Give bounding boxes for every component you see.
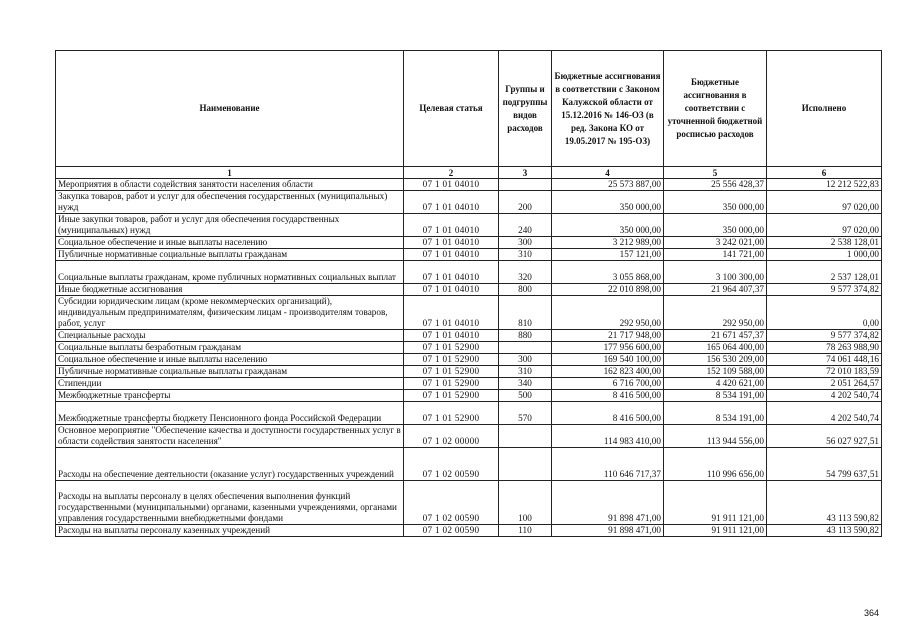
row-executed: 78 263 988,90 <box>767 342 882 354</box>
row-target-code: 07 1 01 52900 <box>404 354 499 366</box>
table-row <box>56 402 882 425</box>
row-executed: 2 051 264,57 <box>767 378 882 390</box>
header-name: Наименование <box>56 51 404 167</box>
row-budget-schedule: 152 109 588,00 <box>664 366 767 378</box>
row-group: 110 <box>499 525 552 537</box>
row-target-code: 07 1 02 00590 <box>404 481 499 525</box>
row-executed: 97 020,00 <box>767 214 882 237</box>
header-budget-schedule: Бюджетные ассигнования в соответствии с уточненной бюджетной росписью расходов <box>664 51 767 167</box>
row-name: Социальные выплаты гражданам, кроме публичных нормативных социальных выплат <box>56 261 404 284</box>
table-row <box>56 425 882 448</box>
row-name: Специальные расходы <box>56 330 404 342</box>
row-name: Расходы на обеспечение деятельности (оказание услуг) государственных учреждений <box>56 448 404 481</box>
row-budget-schedule: 110 996 656,00 <box>664 448 767 481</box>
row-name: Субсидии юридическим лицам (кроме некоммерческих организаций), индивидуальным предпринимателям, физическим лицам - производителям товаров, работ, услуг <box>56 296 404 330</box>
table-row <box>56 366 882 378</box>
row-budget-schedule: 141 721,00 <box>664 249 767 261</box>
row-budget-law: 22 010 898,00 <box>552 284 664 296</box>
row-executed: 2 538 128,01 <box>767 237 882 249</box>
row-group: 100 <box>499 481 552 525</box>
table-row <box>56 179 882 191</box>
row-target-code: 07 1 01 04010 <box>404 330 499 342</box>
table-row <box>56 330 882 342</box>
row-budget-schedule: 91 911 121,00 <box>664 525 767 537</box>
col-number: 6 <box>767 167 882 179</box>
row-executed: 56 027 927,51 <box>767 425 882 448</box>
row-budget-law: 3 212 989,00 <box>552 237 664 249</box>
row-target-code: 07 1 01 52900 <box>404 378 499 390</box>
row-budget-law: 162 823 400,00 <box>552 366 664 378</box>
row-budget-schedule: 21 964 407,37 <box>664 284 767 296</box>
row-target-code: 07 1 01 04010 <box>404 296 499 330</box>
row-budget-law: 350 000,00 <box>552 191 664 214</box>
table-row <box>56 249 882 261</box>
row-name: Публичные нормативные социальные выплаты гражданам <box>56 366 404 378</box>
row-group: 300 <box>499 354 552 366</box>
row-budget-law: 8 416 500,00 <box>552 390 664 402</box>
row-budget-law: 25 573 887,00 <box>552 179 664 191</box>
col-number: 3 <box>499 167 552 179</box>
col-number: 1 <box>56 167 404 179</box>
row-group: 310 <box>499 366 552 378</box>
row-target-code: 07 1 02 00590 <box>404 525 499 537</box>
row-name: Межбюджетные трансферты бюджету Пенсионного фонда Российской Федерации <box>56 402 404 425</box>
table-row <box>56 525 882 537</box>
table-row <box>56 296 882 330</box>
row-group: 340 <box>499 378 552 390</box>
row-name: Расходы на выплаты персоналу казенных учреждений <box>56 525 404 537</box>
row-executed: 43 113 590,82 <box>767 525 882 537</box>
row-target-code: 07 1 01 04010 <box>404 284 499 296</box>
row-executed: 12 212 522,83 <box>767 179 882 191</box>
row-group: 320 <box>499 261 552 284</box>
row-group <box>499 425 552 448</box>
row-target-code: 07 1 01 52900 <box>404 390 499 402</box>
row-budget-schedule: 113 944 556,00 <box>664 425 767 448</box>
budget-table <box>55 50 882 537</box>
table-row <box>56 214 882 237</box>
row-target-code: 07 1 02 00590 <box>404 448 499 481</box>
row-target-code: 07 1 01 52900 <box>404 366 499 378</box>
table-row <box>56 342 882 354</box>
row-budget-schedule: 350 000,00 <box>664 214 767 237</box>
row-budget-law: 3 055 868,00 <box>552 261 664 284</box>
table-row <box>56 354 882 366</box>
row-group <box>499 342 552 354</box>
row-budget-law: 157 121,00 <box>552 249 664 261</box>
row-name: Социальное обеспечение и иные выплаты населению <box>56 237 404 249</box>
row-target-code: 07 1 01 52900 <box>404 342 499 354</box>
row-budget-schedule: 350 000,00 <box>664 191 767 214</box>
row-budget-law: 21 717 948,00 <box>552 330 664 342</box>
row-name: Иные бюджетные ассигнования <box>56 284 404 296</box>
row-group: 300 <box>499 237 552 249</box>
row-budget-schedule: 91 911 121,00 <box>664 481 767 525</box>
row-budget-schedule: 4 420 621,00 <box>664 378 767 390</box>
row-name: Стипендии <box>56 378 404 390</box>
row-group: 810 <box>499 296 552 330</box>
row-executed: 54 799 637,51 <box>767 448 882 481</box>
row-group: 240 <box>499 214 552 237</box>
header-budget-law: Бюджетные ассигнования в соответствии с Законом Калужской области от 15.12.2016 № 146-ОЗ (в ред. Закона КО от 19.05.2017 № 195-ОЗ) <box>552 51 664 167</box>
table-row <box>56 284 882 296</box>
row-executed: 43 113 590,82 <box>767 481 882 525</box>
row-executed: 9 577 374,82 <box>767 330 882 342</box>
table-row <box>56 448 882 481</box>
row-budget-schedule: 3 100 300,00 <box>664 261 767 284</box>
row-group: 570 <box>499 402 552 425</box>
row-name: Социальные выплаты безработным гражданам <box>56 342 404 354</box>
table-row <box>56 390 882 402</box>
header-executed: Исполнено <box>767 51 882 167</box>
row-executed: 0,00 <box>767 296 882 330</box>
row-target-code: 07 1 01 04010 <box>404 261 499 284</box>
page-number: 364 <box>863 608 879 618</box>
row-executed: 2 537 128,01 <box>767 261 882 284</box>
row-group <box>499 448 552 481</box>
row-budget-schedule: 8 534 191,00 <box>664 402 767 425</box>
row-budget-law: 6 716 700,00 <box>552 378 664 390</box>
header-target: Целевая статья <box>404 51 499 167</box>
row-group: 880 <box>499 330 552 342</box>
row-target-code: 07 1 02 00000 <box>404 425 499 448</box>
row-name: Публичные нормативные социальные выплаты гражданам <box>56 249 404 261</box>
row-executed: 1 000,00 <box>767 249 882 261</box>
row-target-code: 07 1 01 04010 <box>404 191 499 214</box>
row-executed: 9 577 374,82 <box>767 284 882 296</box>
row-budget-law: 91 898 471,00 <box>552 481 664 525</box>
row-budget-law: 91 898 471,00 <box>552 525 664 537</box>
header-groups: Группы и подгруппы видов расходов <box>499 51 552 167</box>
table-row <box>56 191 882 214</box>
table-row <box>56 378 882 390</box>
col-number: 5 <box>664 167 767 179</box>
row-name: Закупка товаров, работ и услуг для обеспечения государственных (муниципальных) нужд <box>56 191 404 214</box>
row-group: 500 <box>499 390 552 402</box>
table-row <box>56 237 882 249</box>
col-number: 4 <box>552 167 664 179</box>
row-name: Иные закупки товаров, работ и услуг для обеспечения государственных (муниципальных) нужд <box>56 214 404 237</box>
col-number: 2 <box>404 167 499 179</box>
row-budget-schedule: 156 530 209,00 <box>664 354 767 366</box>
row-budget-law: 292 950,00 <box>552 296 664 330</box>
table-row <box>56 261 882 284</box>
row-executed: 4 202 540,74 <box>767 402 882 425</box>
row-executed: 72 010 183,59 <box>767 366 882 378</box>
row-target-code: 07 1 01 04010 <box>404 237 499 249</box>
row-executed: 74 061 448,16 <box>767 354 882 366</box>
row-target-code: 07 1 01 04010 <box>404 249 499 261</box>
row-budget-schedule: 25 556 428,37 <box>664 179 767 191</box>
row-name: Мероприятия в области содействия занятости населения области <box>56 179 404 191</box>
row-budget-schedule: 165 064 400,00 <box>664 342 767 354</box>
row-budget-law: 169 540 100,00 <box>552 354 664 366</box>
row-name: Межбюджетные трансферты <box>56 390 404 402</box>
table-row <box>56 481 882 525</box>
row-group: 200 <box>499 191 552 214</box>
row-budget-law: 350 000,00 <box>552 214 664 237</box>
row-executed: 97 020,00 <box>767 191 882 214</box>
row-budget-schedule: 8 534 191,00 <box>664 390 767 402</box>
row-name: Социальное обеспечение и иные выплаты населению <box>56 354 404 366</box>
row-budget-law: 110 646 717,37 <box>552 448 664 481</box>
row-executed: 4 202 540,74 <box>767 390 882 402</box>
row-budget-law: 177 956 600,00 <box>552 342 664 354</box>
row-group: 310 <box>499 249 552 261</box>
row-name: Основное мероприятие "Обеспечение качества и доступности государственных услуг в области содействия занятости населения" <box>56 425 404 448</box>
table-header <box>56 51 882 179</box>
row-target-code: 07 1 01 04010 <box>404 214 499 237</box>
row-budget-schedule: 292 950,00 <box>664 296 767 330</box>
row-target-code: 07 1 01 52900 <box>404 402 499 425</box>
row-target-code: 07 1 01 04010 <box>404 179 499 191</box>
row-group: 800 <box>499 284 552 296</box>
row-budget-law: 8 416 500,00 <box>552 402 664 425</box>
table-body <box>56 179 882 537</box>
row-budget-schedule: 21 671 457,37 <box>664 330 767 342</box>
row-budget-law: 114 983 410,00 <box>552 425 664 448</box>
row-budget-schedule: 3 242 021,00 <box>664 237 767 249</box>
row-name: Расходы на выплаты персоналу в целях обеспечения выполнения функций государственными (муниципальными) органами, казенными учреждениями, органами управления государственными внебюджетными фондами <box>56 481 404 525</box>
row-group <box>499 179 552 191</box>
